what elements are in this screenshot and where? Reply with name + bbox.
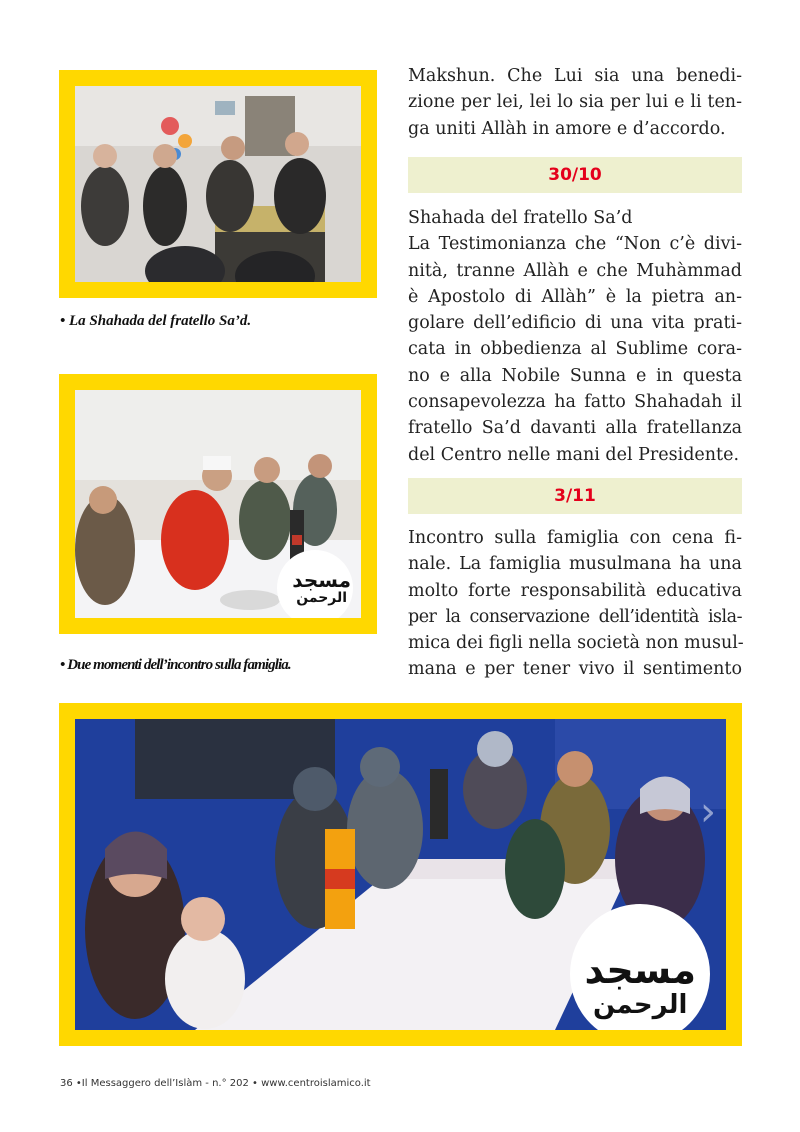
- text-line: fratello Sa’d davanti alla fratellanza: [408, 418, 742, 439]
- page-footer: 36 •Il Messaggero dell’Islàm - n.° 202 • www.centroislamico.it: [60, 1078, 371, 1089]
- text-line: golare dell’edificio di una vita prati-: [408, 313, 742, 334]
- text-line: no e alla Nobile Sunna e in questa: [408, 365, 742, 386]
- text-line: zione per lei, lei lo sia per lui e li ten-: [408, 92, 742, 113]
- date-header-30-10: 30/10: [408, 157, 742, 193]
- date-header-3-11: 3/11: [408, 478, 742, 514]
- text-line: mana e per tener vivo il sentimento: [408, 659, 742, 680]
- caption-family: • Due momenti dell’incontro sulla famiglia.: [60, 657, 291, 673]
- family-text: [408, 525, 742, 683]
- text-line: nità, tranne Allàh e che Muhàmmad: [408, 260, 742, 281]
- photo-family-2: [75, 719, 726, 1030]
- photo-frame-family-2: [59, 703, 742, 1046]
- text-line: per la conservazione dell’identità isla-: [408, 606, 742, 627]
- intro-text: [408, 63, 742, 142]
- watermark-line-2: الرحمن: [296, 589, 348, 606]
- text-line: La Testimonianza che “Non c’è divi-: [408, 234, 742, 255]
- chevron-right-icon: ›: [700, 789, 716, 835]
- text-line: ga uniti Allàh in amore e d’accordo.: [408, 118, 726, 139]
- watermark-large-line-2: الرحمن: [593, 990, 688, 1021]
- text-line: Makshun. Che Lui sia una benedi-: [408, 66, 742, 86]
- text-line: è Apostolo di Allàh” è la pietra an-: [408, 286, 742, 307]
- text-line: del Centro nelle mani del Presidente.: [408, 444, 740, 465]
- watermark-large-line-1: مسجد: [584, 947, 696, 992]
- text-line: mica dei figli nella società non musul-: [408, 633, 744, 654]
- mosque-watermark: [292, 569, 351, 606]
- photo-shahada: [75, 86, 361, 282]
- shahada-text: [408, 205, 742, 468]
- mosque-watermark-large: [584, 947, 696, 1021]
- photo-frame-shahada: [59, 70, 377, 298]
- text-line: cata in obbedienza al Sublime cora-: [408, 339, 742, 360]
- text-line: Incontro sulla famiglia con cena fi-: [408, 528, 742, 548]
- caption-shahada: • La Shahada del fratello Sa’d.: [60, 313, 252, 329]
- watermark-line-1: مسجد: [292, 567, 351, 592]
- photo-family-1: [75, 390, 361, 618]
- text-line: molto forte responsabilità educativa: [408, 580, 742, 601]
- text-line: nale. La famiglia musulmana ha una: [408, 554, 742, 575]
- photo-frame-family-1: [59, 374, 377, 634]
- text-line: consapevolezza ha fatto Shahadah il: [408, 392, 742, 413]
- text-line: Shahada del fratello Sa’d: [408, 208, 633, 228]
